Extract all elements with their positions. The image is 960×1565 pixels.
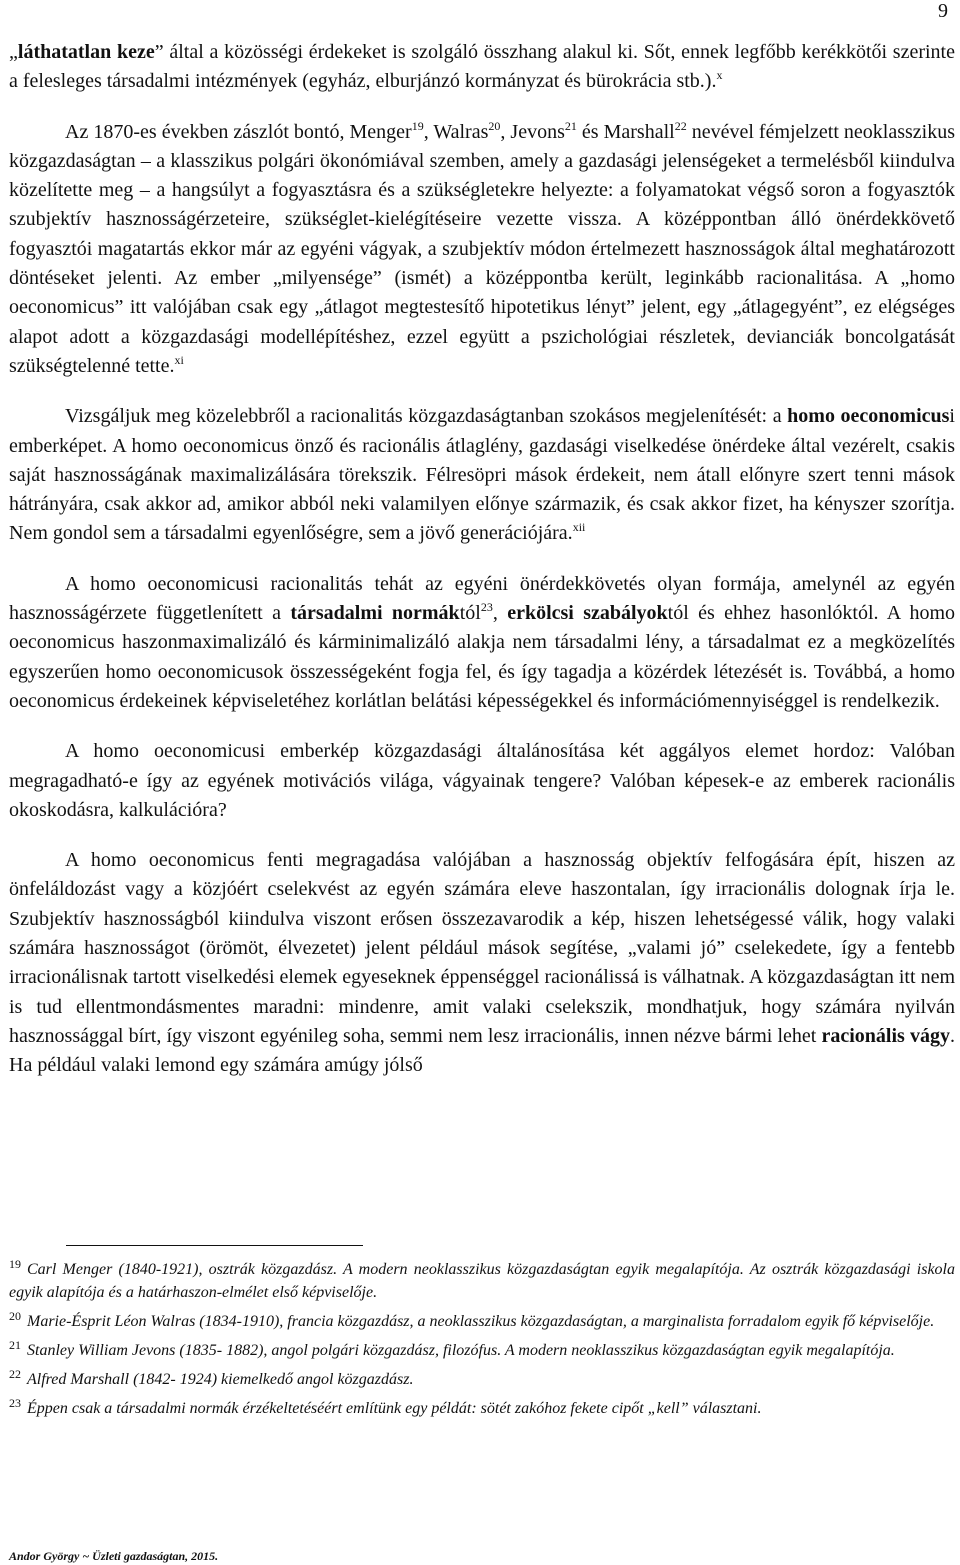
text-run: ” által a közösségi érdekeket is szolgáló összhang alakul ki. Sőt, ennek legfőbb kerékkötői szerinte a felesleges társadalmi intézmények (egyház, elburjánzó kormányzat és bürokrácia stb.). xyxy=(9,41,955,93)
page-number: 9 xyxy=(938,0,948,22)
text-run: A homo oeconomicusi racionalitás tehát az egyéni önérdekkövetés olyan formája, amelynél az egyén hasznosságérzete függetlenített a xyxy=(9,572,955,625)
paragraph-gap xyxy=(9,381,955,402)
paragraph-gap xyxy=(9,97,955,118)
footnote-reference: xi xyxy=(174,352,184,367)
footer-credit: Andor György ~ Üzleti gazdaságtan, 2015. xyxy=(9,1549,219,1563)
paragraph-gap xyxy=(9,716,955,737)
text-run: , xyxy=(492,602,508,625)
paragraph xyxy=(9,846,955,1080)
footnote-reference: 22 xyxy=(674,118,687,133)
paragraph-gap xyxy=(9,825,955,846)
footnote-reference: 23 xyxy=(480,600,493,615)
text-run: . Ha például valaki lemond egy számára amúgy jólső xyxy=(9,1024,955,1077)
footnotes xyxy=(9,1258,955,1426)
text-run: tól xyxy=(459,602,481,625)
footnote-reference: 21 xyxy=(564,118,577,133)
footnote-number: 19 xyxy=(9,1257,21,1271)
text-run: tól és ehhez hasonlóktól. A homo oeconomicus haszonmaximalizáló és kárminimalizáló alakja nem társadalmi lény, a társadalmat ez a megközelítés egyszerűen homo oeconomicusok összességeként fogja fel, és így tagadja a közérdek létezését is. Továbbá, a homo oeconomicus érdekeinek képviseletéhez korlátlan belátási képességekkel és információmennyiséggel is rendelkezik. xyxy=(9,602,956,712)
footnote-reference: 20 xyxy=(488,118,501,133)
paragraph-gap xyxy=(9,549,955,570)
footnote-number: 22 xyxy=(9,1367,21,1381)
footnote-text: Marie-Ésprit Léon Walras (1834-1910), francia közgazdász, a neoklasszikus közgazdaságtan, a marginalista forradalom egyik fő képviselője. xyxy=(27,1313,935,1330)
text-run: , Walras xyxy=(423,120,489,143)
paragraph xyxy=(9,570,955,716)
footnote xyxy=(9,1258,955,1304)
text-run: Vizsgáljuk meg közelebbről a racionalitás közgazdaságtanban szokásos megjelenítését: a xyxy=(65,405,788,428)
text-run: A homo oeconomicus fenti megragadása valójában a hasznosság objektív felfogására épít, hiszen az önfeláldozást vagy a közjóért cselekvést az egyén számára eleve haszontalan, így irracionális dolognak írja le. Szubjektív hasznosságból kiindulva viszont erősen összezavarodik a kép, hiszen lehetségessé válik, hogy valaki számára hasznosságot (örömöt, élvezetet) jelent például mások segítése, „valami jó” cselekedete, így a fentebb irracionálisnak tartott viselkedési elemek egyeseknek éppenséggel racionálissá is válhatnak. A közgazdaságtan itt nem is tud ellentmondásmentes maradni: mindenre, amit valaki cselekszik, mondhatjuk, hogy számára nyilván hasznossággal bírt, így viszont egyénileg soha, semmi nem lesz irracionális, innen nézve bármi lehet xyxy=(9,849,955,1047)
footnote-reference: x xyxy=(716,68,723,83)
text-run: „ xyxy=(9,41,18,63)
footnote-reference: xii xyxy=(572,520,586,535)
bold-text: homo oeconomicus xyxy=(787,405,950,428)
footnote-text: Carl Menger (1840-1921), osztrák közgazdász. A modern neoklasszikus közgazdaságtan egyik megalapítója. Az osztrák közgazdasági iskola egyik alapítója és a határhaszon-elmélet első képviselője. xyxy=(9,1261,955,1301)
bold-text: racionális vágy xyxy=(821,1024,950,1047)
footnote xyxy=(9,1368,955,1391)
text-run: Az 1870-es években zászlót bontó, Menger xyxy=(65,120,412,143)
footnote-number: 20 xyxy=(9,1309,21,1323)
paragraph xyxy=(9,402,955,548)
footnote xyxy=(9,1397,955,1420)
footnote-text: Éppen csak a társadalmi normák érzékeltetéséért említünk egy példát: sötét zakóhoz fekete cipőt „kell” választani. xyxy=(27,1400,762,1417)
footnote-number: 21 xyxy=(9,1338,21,1352)
paragraph xyxy=(9,737,955,825)
paragraph xyxy=(9,118,955,382)
footnote-divider xyxy=(66,1245,363,1246)
text-run: nevével fémjelzett neoklasszikus közgazdaságtan – a klasszikus polgári ökonómiával szemben, amely a gazdasági jelenségeket a termelésből kiindulva közelítette meg – a hangsúlyt a fogyasztásra és a szükségletekre helyezte: a folyamatokat végső soron a fogyasztók szubjektív hasznosságérzeteire, szükséglet-kielégítéseire vezette vissza. A középpontban álló önérdekkövető fogyasztói magatartás ekkor már az egyéni vágyak, a szubjektív módon értelmezett hasznosságok által meghatározott döntéseket jelenti. Az ember „milyensége” (ismét) a középpontba került, leginkább racionalitása. A „homo oeconomicus” itt valójában csak egy „átlagot megtestesítő hipotetikus lényt” jelent, egy „átlagegyént”, ez elégséges alapot adott a közgazdasági modellépítéshez, ezzel együtt a pszichológiai részletek, devianciák boncolgatását szükségtelenné tette. xyxy=(9,120,955,377)
footnote xyxy=(9,1310,955,1333)
paragraph xyxy=(9,38,955,97)
bold-text: társadalmi normák xyxy=(290,602,460,625)
bold-text: erkölcsi szabályok xyxy=(507,602,668,625)
text-run: , Jevons xyxy=(500,120,565,143)
body-text xyxy=(9,38,955,1081)
text-run: i emberképet. A homo oeconomicus önző és racionális átlaglény, gazdasági viselkedése önérdeke által vezérelt, csakis saját hasznosságának maximalizálására törekszik. Félresöpri mások érdekeit, nem átall előnyre szert tenni mások hátrányára, csak akkor ad, amikor abból neki valamilyen előnye származik, és csak akkor fizet, ha kényszer szorítja. Nem gondol sem a társadalmi egyenlőségre, sem a jövő generációjára. xyxy=(9,405,955,545)
bold-text: láthatatlan keze xyxy=(17,41,155,63)
footnote-text: Alfred Marshall (1842- 1924) kiemelkedő angol közgazdász. xyxy=(27,1371,414,1388)
footnote-reference: 19 xyxy=(411,118,424,133)
footnote xyxy=(9,1339,955,1362)
text-run: és Marshall xyxy=(576,120,675,143)
text-run: A homo oeconomicusi emberkép közgazdasági általánosítása két aggályos elemet hordoz: Valóban megragadható-e így az egyének motivációs világa, vágyainak tengere? Valóban képesek-e az emberek racionális okoskodásra, kalkulációra? xyxy=(9,740,955,821)
footnote-text: Stanley William Jevons (1835- 1882), angol polgári közgazdász, filozófus. A modern neoklasszikus közgazdaságtan egyik megalapítója. xyxy=(27,1342,895,1359)
footnote-number: 23 xyxy=(9,1396,21,1410)
